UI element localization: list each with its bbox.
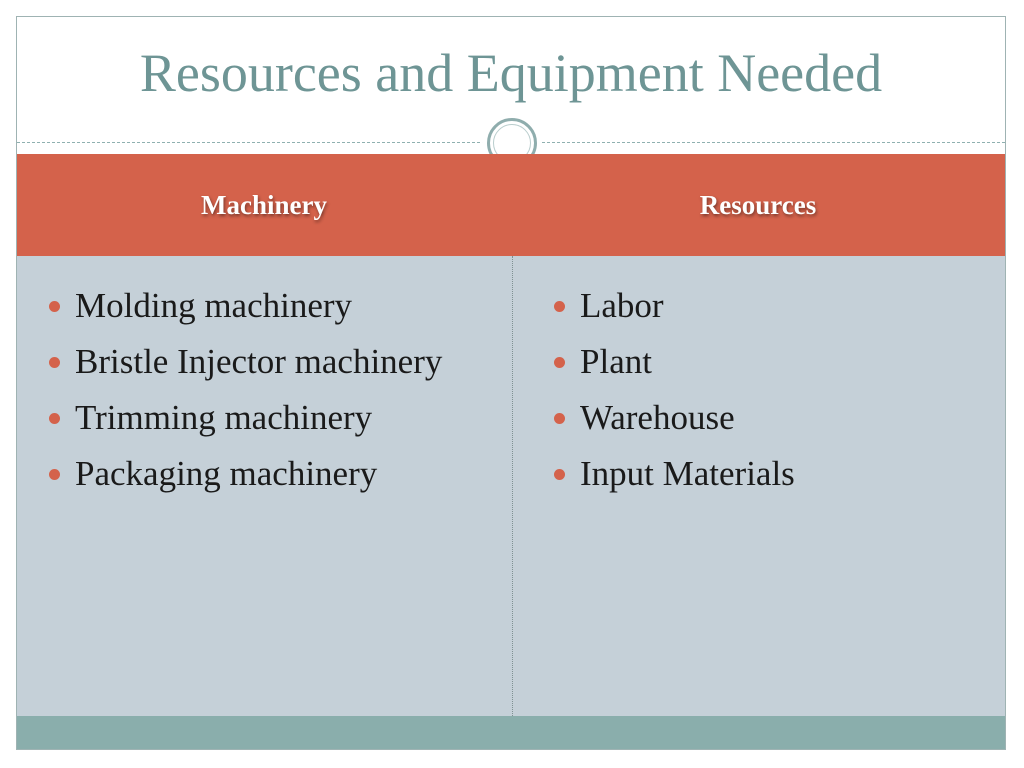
list-item [45,452,485,496]
dot-bullet-icon [49,413,60,424]
list-item-text: Bristle Injector machinery [75,342,443,381]
list-item-text: Plant [580,342,652,381]
column-header-resources: Resources [699,189,817,220]
list-item [550,396,970,440]
list-item [550,452,970,496]
list-item [45,396,485,440]
list-item-text: Packaging machinery [75,454,378,493]
list-item-text: Labor [580,286,664,325]
list-item-text: Molding machinery [75,286,353,325]
list-item-text: Trimming machinery [75,398,373,437]
dot-bullet-icon [49,469,60,480]
slide-title: Resources and Equipment Needed [139,43,883,103]
dot-bullet-icon [554,413,565,424]
dot-bullet-icon [49,301,60,312]
machinery-list [45,284,485,508]
column-divider [512,256,513,716]
table-header-row [17,154,1005,256]
list-item [45,284,485,328]
dot-bullet-icon [49,357,60,368]
list-item-text: Warehouse [580,398,735,437]
dot-bullet-icon [554,469,565,480]
list-item [550,340,970,384]
column-header-machinery: Machinery [201,189,327,220]
content-table [17,154,1005,716]
list-item-text: Input Materials [580,454,795,493]
dot-bullet-icon [554,357,565,368]
resources-list [550,284,970,508]
list-item [550,284,970,328]
list-item [45,340,485,384]
dot-bullet-icon [554,301,565,312]
footer-band [17,716,1005,749]
table-body-row [17,256,1005,716]
